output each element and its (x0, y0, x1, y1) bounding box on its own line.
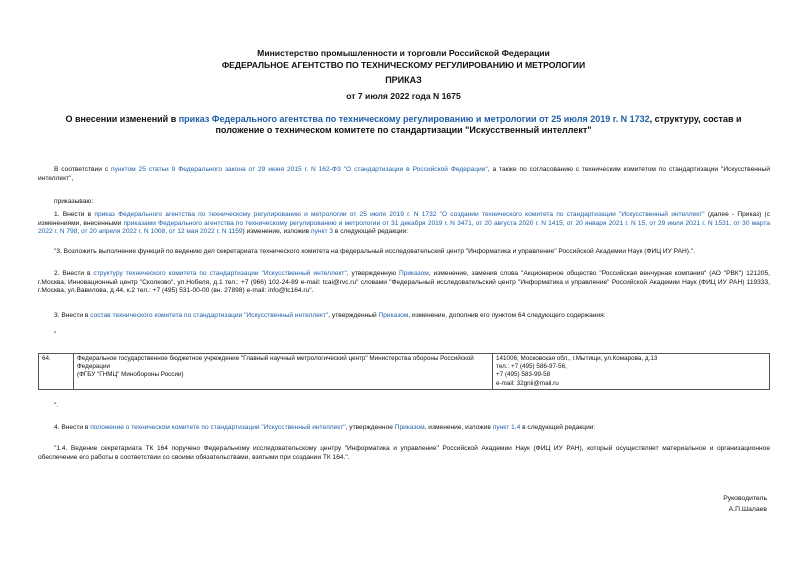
law-link[interactable]: пунктом 25 статьи 9 Федерального закона от 29 июня 2015 г. N 162-ФЗ "О стандартизации в Российской Федерации" (111, 166, 488, 173)
quote-open: " (54, 331, 57, 338)
row-contacts: 141006, Московская обл., г.Мытищи, ул.Комарова, д.13 тел.: +7 (495) 586-97-56, +7 (495) 583-99-58 e-mail: 32gnii@mail.ru (493, 354, 770, 390)
title-link[interactable]: приказ Федерального агентства по техническому регулированию и метрологии от 25 июля 2019 г. N 1732 (178, 114, 650, 124)
doc-title: О внесении изменений в приказ Федерального агентства по техническому регулированию и метрологии от 25 июля 2019 г. N 1732, структуру, состав и положение о техническом комитете по стандартизации "Искусственный интеллект" (65, 114, 742, 135)
paragraph-1: 1. Внести в приказ Федерального агентства по техническому регулированию и метрологии от 25 июля 2019 г. N 1732 "О создании технического комитета по стандартизации "Искусственный интеллект" (далее - Приказ) (с изменениями, внесенными приказами Федерального агентства по техническому регулированию и метрологии от 31 декабря 2019 г. N 3471, от 20 августа 2020 г. N 1415, от 20 января 2021 г. N 15, от 29 июля 2021 г. N 1531, от 30 марта 2022 г. N 798, от 20 апреля 2022 г. N 1008, от 12 мая 2022 г. N 1159) изменение, изложив пункт 3 в следующей редакции: (38, 211, 771, 236)
row-number: 64. (39, 354, 74, 390)
agency-heading: ФЕДЕРАЛЬНОЕ АГЕНТСТВО ПО ТЕХНИЧЕСКОМУ РЕГУЛИРОВАНИЮ И МЕТРОЛОГИИ (221, 60, 586, 70)
row-organization: Федеральное государственное бюджетное учреждение "Главный научный метрологический центр" Министерства обороны Российской Федерации (ФГБУ "ГНМЦ" Минобороны России) (74, 354, 493, 390)
prikaz-link[interactable]: Приказом (378, 312, 409, 319)
regulation-link[interactable]: положение о техническом комитете по стандартизации "Искусственный интеллект" (90, 424, 346, 431)
structure-link[interactable]: структуру технического комитета по стандартизации "Искусственный интеллект" (93, 270, 347, 277)
quote-close: ". (54, 402, 59, 409)
doc-type-heading: ПРИКАЗ (385, 75, 422, 85)
composition-link[interactable]: состав технического комитета по стандартизации "Искусственный интеллект" (90, 312, 329, 319)
intro-paragraph: В соответствии с пунктом 25 статьи 9 Федерального закона от 29 июня 2015 г. N 162-ФЗ "О стандартизации в Российской Федерации", а также по согласованию с техническим комитетом по стандартизации "Искусственный интеллект", (38, 166, 770, 182)
amending-orders-link[interactable]: приказами Федерального агентства по техническому регулированию и метрологии от 31 декабря 2019 г. N 3471, от 20 августа 2020 г. N 1415, от 20 января 2021 г. N 15, от 29 июля 2021 г. N 1531, от 30 марта 2022 г. N 798, от 20 апреля 2022 г. N 1008, от 12 мая 2022 г. N 1159 (38, 219, 770, 236)
prikaz-link[interactable]: Приказом (398, 270, 429, 277)
item-3-link[interactable]: пункт 3 (311, 228, 334, 236)
order-word: приказываю: (54, 198, 94, 205)
paragraph-1-quote: "3. Возложить выполнение функций по ведению дел секретариата технического комитета на федеральный исследовательский центр "Информатика и управление" Российской Академии Наук (ФИЦ ИУ РАН).". (54, 248, 695, 255)
paragraph-4: 4. Внести в положение о техническом комитете по стандартизации "Искусственный интеллект", утвержденное Приказом, изменение, изложив пункт 1.4 в следующей редакции: (54, 424, 596, 431)
doc-date: от 7 июля 2022 года N 1675 (346, 91, 461, 101)
signature-name: А.П.Шалаев (728, 506, 767, 513)
paragraph-4-quote: "1.4. Ведение секретариата ТК 164 поручено Федеральному исследовательскому центру "Информатика и управление" Российской Академии Наук (ФИЦ ИУ РАН), который осуществляет материальное и организационное обеспечение его работы в соответствии со своими обязательствами, взятыми при создании ТК 164.". (38, 445, 770, 461)
composition-table (38, 353, 770, 390)
order-1732-link[interactable]: приказ Федерального агентства по техническому регулированию и метрологии от 25 июля 2019 г. N 1732 "О создании технического комитета по стандартизации "Искусственный интеллект" (94, 211, 705, 218)
table-row (39, 354, 770, 390)
prikaz-link[interactable]: Приказом (394, 424, 425, 431)
signature-role: Руководитель (723, 495, 767, 502)
paragraph-2: 2. Внести в структуру технического комитета по стандартизации "Искусственный интеллект", утвержденную Приказом, изменение, заменив слова "Акционерное общество "Российская венчурная компания" (АО "РВК") 121205, г.Москва, Инновационный центр "Сколково", ул.Нобеля, д.1 тел.: +7 (966) 102-24-89 e-mail: tcai@rvc.ru" словами "Федеральный исследовательский центр "Информатика и управление" Российской Академии Наук (ФИЦ ИУ РАН) 119333, г.Москва, ул.Вавилова, д.44, к.2 тел.: +7 (495) 531-00-00 (вн. 27898) e-mail: info@tc164.ru". (38, 270, 770, 295)
item-1-4-link[interactable]: пункт 1.4 (492, 424, 521, 431)
paragraph-3: 3. Внести в состав технического комитета по стандартизации "Искусственный интеллект", утвержденный Приказом, изменение, дополнив его пунктом 64 следующего содержания: (54, 312, 606, 319)
ministry-heading: Министерство промышленности и торговли Российской Федерации (257, 48, 550, 58)
